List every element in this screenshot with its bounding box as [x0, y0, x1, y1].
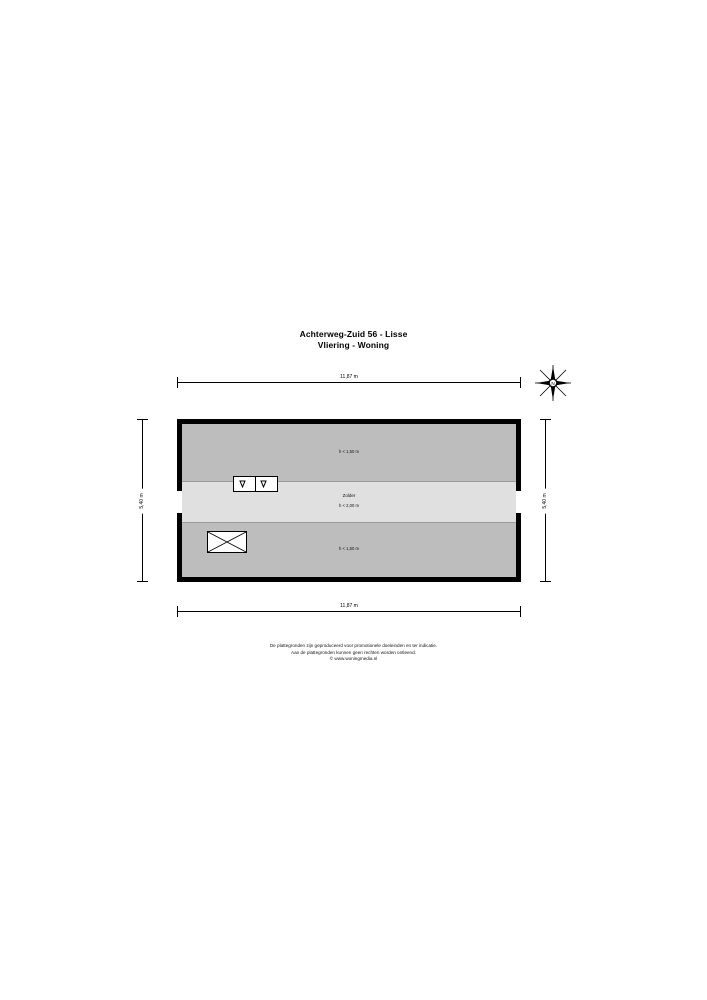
- footer-line-2: Aan de plattegronden kunnen geen rechten worden ontleend.: [291, 649, 416, 655]
- page-title: [0, 329, 707, 351]
- wall-opening-left: [177, 489, 182, 515]
- wall-opening-left-edge-bottom: [177, 513, 182, 515]
- height-label-middle: h < 2,00 m: [339, 503, 359, 508]
- dimension-right-label: 5,40 m: [542, 488, 548, 513]
- wall-opening-right-edge-bottom: [516, 513, 521, 515]
- height-label-bottom: h < 1,50 m: [339, 546, 359, 551]
- dimension-left: [135, 419, 149, 582]
- stair-hatch-icon: [207, 531, 247, 553]
- wall-opening-right-edge-top: [516, 489, 521, 491]
- title-address: Achterweg-Zuid 56 - Lisse: [299, 329, 408, 339]
- dimension-left-label: 5,40 m: [139, 488, 145, 513]
- vent-arrow-icon: [233, 476, 278, 492]
- wall-opening-right: [516, 489, 521, 515]
- compass-north-icon: [533, 363, 573, 403]
- footer-disclaimer: [0, 643, 707, 663]
- dimension-top-label: 11,87 m: [335, 374, 363, 380]
- height-label-top: h < 1,50 m: [339, 449, 359, 454]
- room-label-zolder: Zolder: [342, 493, 356, 498]
- footer-line-1: De plattegronden zijn geproduceerd voor promotionele doeleinden en ter indicatie.: [269, 643, 438, 648]
- floorplan-drawing: [177, 419, 521, 582]
- dimension-right: [538, 419, 552, 582]
- footer-line-3: © www.woningmedia.nl: [329, 656, 378, 662]
- dimension-bottom-label: 11,87 m: [335, 603, 363, 609]
- dimension-bottom: [177, 604, 521, 618]
- attic-zone-top: [182, 424, 516, 481]
- svg-text:N: N: [551, 381, 555, 387]
- zone-divider-lower: [182, 522, 516, 523]
- dimension-top: [177, 375, 521, 389]
- wall-opening-left-edge-top: [177, 489, 182, 491]
- title-floor: Vliering - Woning: [317, 340, 390, 350]
